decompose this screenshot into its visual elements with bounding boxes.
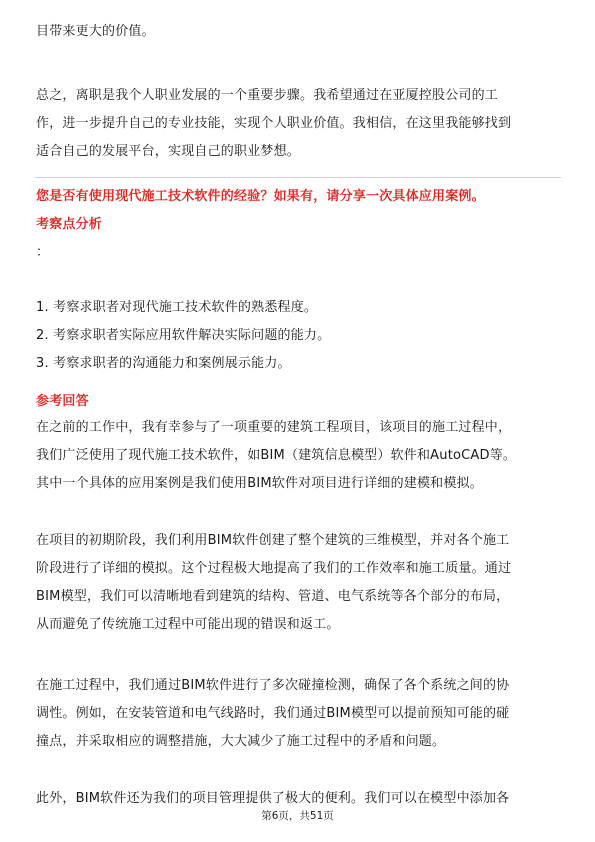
body-text-line: 目带来更大的价值。 [36,24,155,39]
analysis-item: 1. 考察求职者对现代施工技术软件的熟悉程度。 [36,300,318,315]
answer-text-line: 其中一个具体的应用案例是我们使用BIM软件对项目进行详细的建模和模拟。 [36,476,483,491]
answer-heading: 参考回答 [36,394,89,409]
answer-text-line: 从而避免了传统施工过程中可能出现的错误和返工。 [36,617,340,632]
question-heading: 您是否有使用现代施工技术软件的经验？如果有，请分享一次具体应用案例。 [36,189,485,204]
answer-text-line: 在施工过程中，我们通过BIM软件进行了多次碰撞检测，确保了各个系统之间的协 [36,678,510,693]
body-text-line: 作，进一步提升自己的专业技能，实现个人职业价值。我相信，在这里我能够找到 [36,116,512,131]
analysis-heading: 考察点分析 [36,217,103,232]
section-divider [35,177,561,178]
answer-text-line: 撞点，并采取相应的调整措施，大大减少了施工过程中的矛盾和问题。 [36,734,446,749]
answer-text-line: 在之前的工作中，我有幸参与了一项重要的建筑工程项目，该项目的施工过程中， [36,420,512,435]
answer-text-line: BIM模型，我们可以清晰地看到建筑的结构、管道、电气系统等各个部分的布局， [36,589,510,604]
body-text-line: 适合自己的发展平台，实现自己的职业梦想。 [36,144,301,159]
body-text-line: 总之，离职是我个人职业发展的一个重要步骤。我希望通过在亚厦控股公司的工 [36,88,499,103]
answer-text-line: 我们广泛使用了现代施工技术软件，如BIM（建筑信息模型）软件和AutoCAD等。 [36,448,517,463]
page-number-footer: 第6页，共51页 [261,810,334,822]
answer-text-line: 阶段进行了详细的模拟。这个过程极大地提高了我们的工作效率和施工质量。通过 [36,561,512,576]
analysis-item: 2. 考察求职者实际应用软件解决实际问题的能力。 [36,328,331,343]
answer-text-line: 在项目的初期阶段，我们利用BIM软件创建了整个建筑的三维模型，并对各个施工 [36,533,510,548]
answer-text-line: 此外，BIM软件还为我们的项目管理提供了极大的便利。我们可以在模型中添加各 [36,791,510,806]
analysis-item: 3. 考察求职者的沟通能力和案例展示能力。 [36,356,291,371]
analysis-colon: ： [36,245,50,260]
answer-text-line: 调性。例如，在安装管道和电气线路时，我们通过BIM模型可以提前预知可能的碰 [36,706,510,721]
